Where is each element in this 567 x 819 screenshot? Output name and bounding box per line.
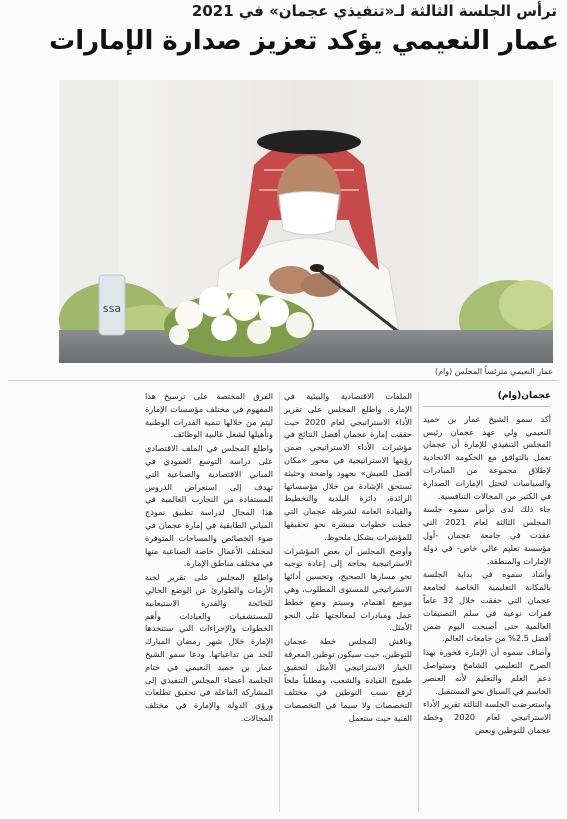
paragraph: وأوضح المجلس أن بعض المؤشرات الاستراتيجية بحاجة إلى إعادة توجيه نحو مسارها الصحيح، وتحسين أدائها الاستراتيجي للمستوى المطلوب، وهي موضع اهتمام، وسيتم وضع خطط عمل ومبادرات لمعالجتها على النحو الأمثل. (284, 545, 412, 633)
article-column-3 (145, 390, 273, 726)
paragraph: وأشاد سموه في بداية الجلسة بالمكانة التعليمية الخاصة لجامعة عجمان التي حققت خلال 32 عاماً قفزات نوعية في سلم التصنيفات العالمية حتى أصبحت اليوم ضمن أفضل 2.5% من جامعات العالم. (423, 569, 551, 644)
paragraph: واطلع المجلس في الملف الاقتصادي على دراسة التوسع العمودي في المباني الاقتصادية والصناعية التي تهدف إلى استعراض الدروس المستفادة من التجارب العالمية في هذا المجال لدراسة تطبيق نموذج المباني الطابقية في إمارة عجمان في ضوء الخصائص والمساحات المتوفرة لمختلف الأعمال خاصة الصناعية منها في مختلف مناطق الإمارة. (145, 443, 273, 569)
article-photo (59, 80, 553, 363)
column-divider (279, 392, 280, 812)
divider (8, 380, 559, 381)
paragraph: الملفات الاقتصادية والبيئية في الإمارة. واطلع المجلس على تقرير الأداء الاستراتيجي لعام 2020 حيث حققت إمارة عجمان أفضل النتائج في مؤشرات الأداء الاستراتيجي ضمن رؤيتها الاستراتيجية في محور «مكان أفضل للعيش» بجهود واضحة وحثيثة تستحق الإشادة من خلال مؤسساتها الرائدة، دائرة البلدية والتخطيط والقيادة العامة لشرطة عجمان التي خطت خطوات مبشرة نحو تحقيقها للمؤشرات بشكل ملحوظ. (284, 391, 412, 542)
photo-caption: عمار النعيمي مترئساً المجلس (وام) (434, 367, 553, 376)
bottle-label: ssa (102, 302, 122, 315)
paragraph: جاء ذلك لدى ترأس سموه جلسة المجلس الثالثة لعام 2021 التي عقدت في جامعة عجمان -أول مؤسسة تعليم عالي خاص- في دولة الإمارات والمنطقة. (423, 504, 551, 566)
column-divider (418, 392, 419, 812)
paragraph: واستعرضت الجلسة الثالثة تقرير الأداء الاستراتيجي لعام 2020 وخطة عجمان للتوطين وبعض (423, 699, 551, 735)
article-column-1 (423, 390, 551, 738)
paragraph: وناقش المجلس خطة عجمان للتوطين، حيث سيكون توطين المعرفة الخيار الاستراتيجي الأمثل لتحقيق طموح القيادة والشعب، ومطلباً ملحاً لرفع نسب التوطين في مختلف التخصصات ولا سيما في التخصصات الفنية حيث ستعمل (284, 636, 412, 723)
article-headline: عمار النعيمي يؤكد تعزيز صدارة الإمارات (49, 26, 559, 56)
paragraph: أكد سمو الشيخ عمار بن حميد النعيمي ولي عهد عجمان رئيس المجلس التنفيذي للإمارة أن عجمان تعمل بالتوافق مع الحكومة الاتحادية لإطلاق مجموعة من المبادرات والسياسات لتحتل الإمارات الصدارة في الكثير من المجالات التنافسية. (423, 413, 551, 501)
paragraph: وأضاف سموه أن الإمارة فخورة بهذا الصرح التعليمي الشامخ وستواصل دعم العلم والتعليم لأنه العنصر الحاسم في السباق نحو المستقبل. (423, 647, 551, 696)
article-source: عجمان(وام) (423, 390, 551, 407)
paragraph: واطلع المجلس على تقرير لجنة الأزمات والطوارئ عن الوضع الحالي للجائحة والقدرة الاستيعابية للمستشفيات والعيادات وأهم الخطوات والإجراءات التي ستتخذها الإمارة خلال شهر رمضان المبارك للحد من تداعياتها. ودعا سمو الشيخ عمار بن حميد النعيمي في ختام الجلسة أعضاء المجلس التنفيذي إلى المشاركة الفاعلة في تحقيق تطلعات ورؤى الدولة والإمارة في مختلف المجالات. (145, 572, 273, 723)
person-at-conference-table-photo (59, 80, 553, 363)
article-column-2 (284, 390, 412, 726)
article-subhead: ترأس الجلسة الثالثة لـ«تنفيذي عجمان» في 2021 (191, 2, 557, 20)
paragraph: الفرق المختصة على ترسيخ هذا المفهوم في مختلف مؤسسات الإمارة ليتم من خلالها تنمية القدرات الوطنية وتأهيلها لشغل غالبية الوظائف. (145, 391, 273, 440)
